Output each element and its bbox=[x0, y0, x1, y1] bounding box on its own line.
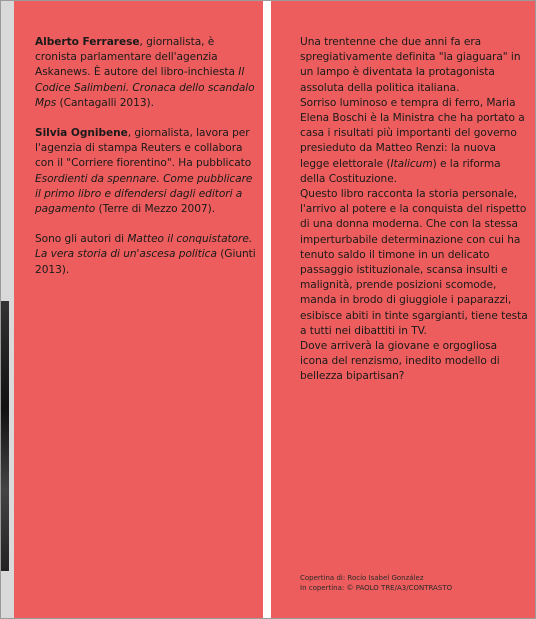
author-name-ognibene: Silvia Ognibene bbox=[35, 127, 128, 140]
author-bios bbox=[35, 35, 257, 278]
blurb-paragraph-3: Questo libro racconta la storia personale, l'arrivo al potere e la conquista del rispetto di una donna moderna. Che con la stessa imperturbabile determinazione con cui ha tenuto saldo il timone in un delicato passaggio istituzionale, scansa insulti e malignità, prende posizioni scomode, manda in brodo di giuggiole i paparazzi, esibisce abiti in tinte sgargianti, tiene testa a tutti nei dibattiti in TV. bbox=[300, 188, 528, 337]
flap-divider bbox=[263, 1, 271, 618]
author-name-ferrarese: Alberto Ferrarese bbox=[35, 36, 140, 48]
book-title-codice: Il Codice Salimbeni. Cronaca dello scandalo Mps bbox=[35, 66, 255, 109]
author-bio-flap bbox=[14, 1, 263, 618]
book-title-matteo: Matteo il conquistatore. La vera storia di un'ascesa politica bbox=[35, 233, 253, 261]
bio-ognibene: Silvia Ognibene, giornalista, lavora per l'agenzia di stampa Reuters e collabora con il "Corriere fiorentino". Ha pubblicato Esordienti da spennare. Come pubblicare il primo libro e difendersi dagli editori a pagamento (Terre di Mezzo 2007). bbox=[35, 127, 253, 216]
cover-photo-edge bbox=[1, 301, 9, 571]
book-title-esordienti: Esordienti da spennare. Come pubblicare il primo libro e difendersi dagli editori a pagamento bbox=[35, 172, 253, 216]
bio-joint: Sono gli autori di Matteo il conquistatore. La vera storia di un'ascesa politica (Giunti 2013). bbox=[35, 233, 256, 276]
cover-credits bbox=[300, 574, 500, 593]
blurb-paragraph-4: Dove arriverà la giovane e orgogliosa icona del renzismo, inedito modello di bellezza bipartisan? bbox=[300, 340, 500, 383]
credit-line-design: Copertina di: Rocío Isabel González bbox=[300, 574, 424, 582]
bio-ferrarese: Alberto Ferrarese, giornalista, è cronista parlamentare dell'agenzia Askanews. È autore del libro-inchiesta Il Codice Salimbeni. Cronaca dello scandalo Mps (Cantagalli 2013). bbox=[35, 36, 255, 109]
italicum-title: Italicum bbox=[390, 157, 433, 170]
blurb-flap bbox=[271, 1, 535, 618]
credit-line-photo: In copertina: © PAOLO TRE/A3/CONTRASTO bbox=[300, 583, 453, 592]
blurb-text bbox=[300, 35, 528, 385]
blurb-paragraph-2: Sorriso luminoso e tempra di ferro, Maria Elena Boschi è la Ministra che ha portato a casa i risultati più importanti del governo presieduto da Matteo Renzi: la nuova legge elettorale (Italicum) e la riforma della Costituzione. bbox=[300, 96, 525, 185]
blurb-paragraph-1: Una trentenne che due anni fa era spregiativamente definita "la giaguara" in un lampo è diventata la protagonista assoluta della politica italiana. bbox=[300, 36, 521, 94]
cover-edge bbox=[1, 1, 14, 618]
